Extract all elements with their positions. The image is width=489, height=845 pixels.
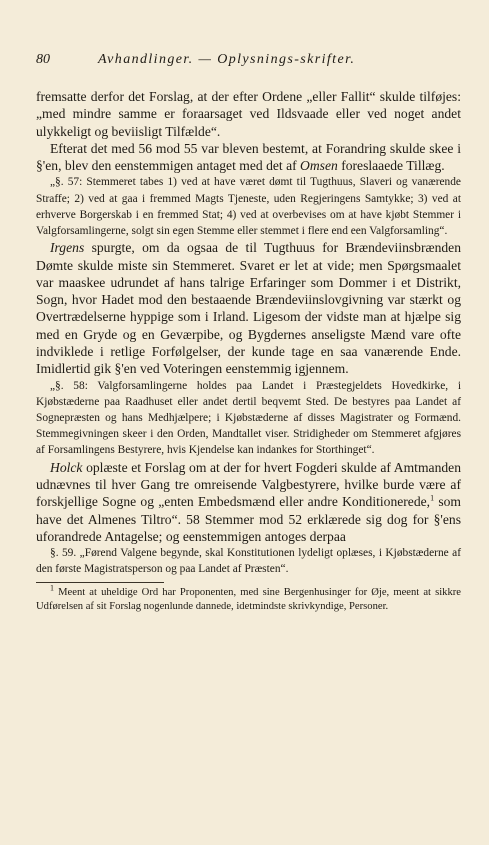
page-body	[36, 88, 461, 615]
quoted-paragraph-59-text: §. 59. „Førend Valgene begynde, skal Konstitutionen lydeligt oplæses, i Kjøbstæderne af den første Magistratsperson og paa Landet af Præsten“.	[36, 547, 461, 576]
speaker-name-omsen: Omsen	[300, 158, 338, 174]
footnote-mark: 1	[50, 583, 54, 593]
paragraph-1-text: fremsatte derfor det Forslag, at der efter Ordene „eller Fallit“ skulde tilføjes: „med mindre samme er foraarsaget ved Ildsvaade eller ved noget andet ulykkeligt og beviisligt Tilfælde“.	[36, 89, 461, 139]
paragraph-2-tail: foreslaaede Tillæg.	[337, 158, 445, 174]
quoted-paragraph-58	[36, 378, 461, 459]
paragraph-6-tail: som have det Almenes Tiltro“. 58 Stemmer mod 52 erklærede sig dog for §'ens uforandrede Antagelse; og eenstemmigen antoges derpaa	[36, 494, 461, 544]
paragraph-2	[36, 140, 461, 175]
running-title: Avhandlinger. — Oplysnings-skrifter.	[98, 52, 356, 67]
paragraph-6-text: oplæste et Forslag om at der for hvert Fogderi skulde af Amtmanden udnævnes til hver Gang tre omreisende Valgbestyrere, hvilke burde være af forskjellige Sogne og „enten Embedsmænd eller andre Konditionerede,	[36, 459, 461, 510]
footnote-reference: 1	[430, 493, 435, 503]
page-header	[36, 52, 461, 68]
quoted-paragraph-58-text: „§. 58: Valgforsamlingerne holdes paa Landet i Præstegjeldets Hovedkirke, i Kjøbstæderne paa Raadhuset eller andet dertil beqvemt Sted. De bestyres paa Landet af Sognepræsten og hans Medhjælpere; i Kjøbstæderne af disses Magistrater og Formænd. Stemmegivningen skeer i den Orden, Mandtallet viser. Stridigheder om Stemmeret afgjøres af Forsamlingens Bestyrere, hvis Kjendelse kan indankes for Storthinget“.	[36, 379, 461, 457]
quoted-paragraph-57	[36, 174, 461, 239]
speaker-name-irgens: Irgens	[50, 240, 85, 256]
footnote-text: Meent at uheldige Ord har Proponenten, med sine Bergenhusinger for Øje, meent at sikkre Udførelsen af sit Forslag nogenlunde dannede, idetmindste skrivkyndige, Personer.	[36, 586, 461, 613]
paragraph-1	[36, 88, 461, 140]
quoted-paragraph-59	[36, 545, 461, 577]
footnote	[36, 583, 461, 616]
footnote-divider	[36, 582, 164, 583]
paragraph-6	[36, 459, 461, 545]
quoted-paragraph-57-text: „§. 57: Stemmeret tabes 1) ved at have været dømt til Tugthuus, Slaveri og vanærende Straffe; 2) ved at gaa i fremmed Magts Tjeneste, uden Regjeringens Samtykke; 3) ved at erhverve Borgerskab i en fremmed Stat; 4) ved at overbevises om at have kjøbt Stemmer i Valgforsamlingerne, solgt sin egen Stemme eller stemmet i flere end een Valgforsamling“.	[36, 176, 461, 238]
page-number: 80	[36, 52, 50, 67]
paragraph-4	[36, 239, 461, 377]
speaker-name-holck: Holck	[50, 459, 83, 475]
paragraph-4-text: spurgte, om da ogsaa de til Tugthuus for Brændeviinsbrænden Dømte skulde miste sin Stemmeret. Svaret er let at vide; men Spørgsmaalet var maaskee udrundet af hans talrige Erfaringer som Dommer i et Distrikt, Sogn, hvor Hadet mod den bestaaende Brændeviinslovgivning var stærkt og Overtrædelserne hyppige som i Irland. Ligesom der vidste man at hjælpe sig med en Gryde og en Geværpibe, og Bygdernes anseligste Mænd vare ofte indviklede i retlige Forfølgelser, der kunde tage en saa vanærende Ende. Imidlertid gik §'en ved Voteringen eenstemmig igjennem.	[36, 240, 461, 377]
paragraph-2-text: Efterat det med 56 mod 55 var bleven bestemt, at Forandring skulde skee i §'en, blev den eenstemmigen antaget med det af	[36, 140, 461, 174]
